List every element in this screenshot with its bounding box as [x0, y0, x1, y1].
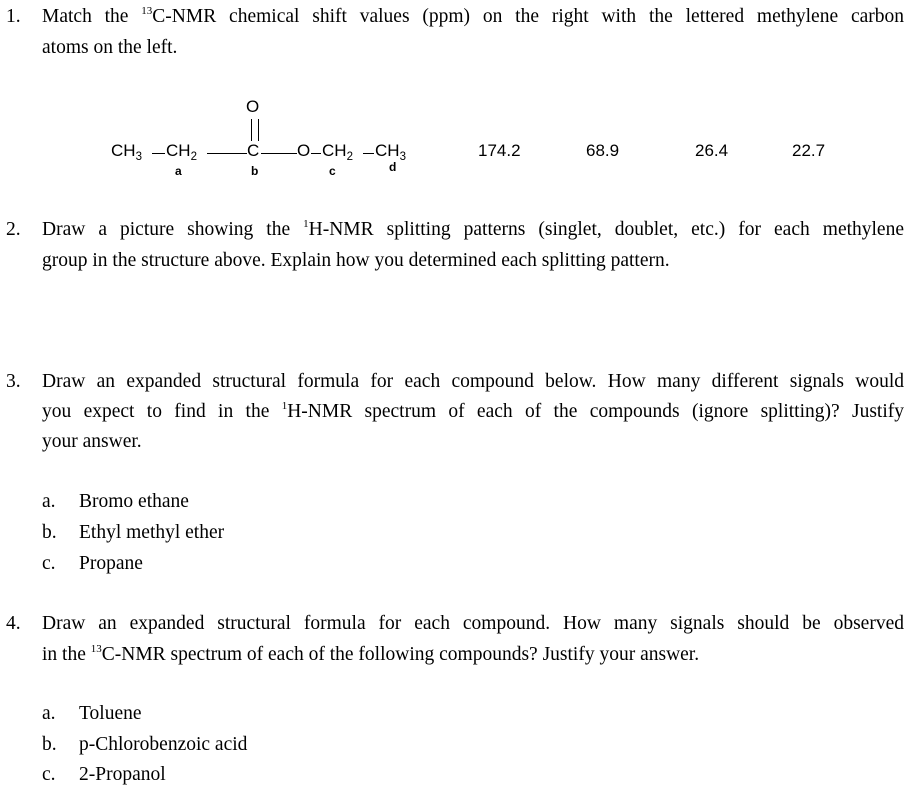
- question-3-item-letter-a: a.: [42, 491, 56, 512]
- question-2-number: 2.: [6, 219, 21, 240]
- ch2-left-group: $CH_2$: [166, 141, 197, 163]
- double-bond-right: [258, 119, 259, 141]
- question-4-item-letter-a: a.: [42, 703, 56, 724]
- carbonyl-oxygen: O: [246, 97, 260, 116]
- question-4-item-letter-b: b.: [42, 734, 57, 755]
- question-4-item-b: p-Chlorobenzoic acid: [79, 734, 248, 755]
- carbon-label-b: b: [251, 164, 259, 178]
- question-3-line-2: you expect to find in the $^1$H-NMR spectrum of each of the compounds (ignore splitting)? Justify: [42, 400, 905, 422]
- carbon-label-a: a: [175, 164, 182, 178]
- question-3-item-a: Bromo ethane: [79, 491, 189, 512]
- question-3-item-letter-c: c.: [42, 553, 56, 574]
- question-3-item-b: Ethyl methyl ether: [79, 522, 225, 543]
- question-2-line-2: group in the structure above. Explain how you determined each splitting pattern.: [42, 250, 670, 271]
- question-3-item-c: Propane: [79, 553, 143, 574]
- question-2-line-1: Draw a picture showing the $^1$H-NMR splitting patterns (singlet, doublet, etc.) for each methylene: [42, 218, 904, 240]
- carbonyl-carbon: C: [247, 141, 260, 160]
- question-4-line-2: in the $^{13}$C-NMR spectrum of each of the following compounds? Justify your answer.: [42, 643, 700, 665]
- ester-oxygen: O: [297, 141, 311, 160]
- question-4-number: 4.: [6, 613, 21, 634]
- question-3-number: 3.: [6, 371, 21, 392]
- bond-carbonyl-oxygen: [261, 153, 297, 154]
- question-3-item-letter-b: b.: [42, 522, 57, 543]
- bond-ch2-ch3: [363, 153, 374, 154]
- ch3-right-group: $CH_3$: [375, 141, 406, 163]
- shift-value-1: 174.2: [478, 141, 521, 160]
- carbon-label-d: d: [389, 160, 397, 174]
- shift-value-2: 68.9: [586, 141, 620, 160]
- question-3-line-1: Draw an expanded structural formula for each compound below. How many different signals would: [42, 371, 904, 392]
- bond-oxygen-ch2: [311, 153, 321, 154]
- question-4-item-c: 2-Propanol: [79, 764, 166, 785]
- ch3-left-group: $CH_3$: [111, 141, 142, 163]
- shift-value-3: 26.4: [695, 141, 729, 160]
- question-4-item-letter-c: c.: [42, 764, 56, 785]
- carbon-label-c: c: [329, 164, 336, 178]
- bond-ch3-ch2: [152, 153, 165, 154]
- ch2-right-group: $CH_2$: [322, 141, 353, 163]
- bond-ch2-carbonyl: [207, 153, 247, 154]
- question-4-line-1: Draw an expanded structural formula for each compound. How many signals should be observed: [42, 613, 904, 634]
- question-3-line-3: your answer.: [42, 431, 142, 452]
- question-1-line-2: atoms on the left.: [42, 37, 178, 58]
- double-bond-left: [251, 119, 252, 141]
- shift-value-4: 22.7: [792, 141, 826, 160]
- question-1-number: 1.: [6, 6, 21, 27]
- question-4-item-a: Toluene: [79, 703, 142, 724]
- question-1-line-1: Match the $^{13}$C-NMR chemical shift values (ppm) on the right with the lettered methylene carbon: [42, 5, 904, 27]
